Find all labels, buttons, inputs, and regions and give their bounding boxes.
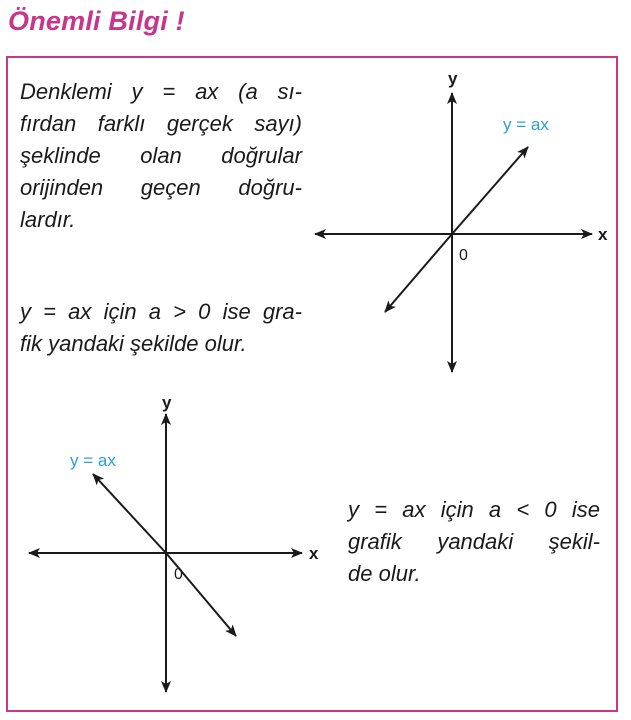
definition-line: orijinden geçen doğru- [20,175,302,200]
positive-slope-line: fik yandaki şekilde olur. [20,331,247,356]
x-axis-label: x [598,225,608,244]
y-axis-label: y [162,393,172,412]
line-equation-label: y = ax [503,115,549,134]
definition-line: lardır. [20,207,76,232]
origin-label: 0 [174,566,183,583]
x-axis-label: x [309,544,319,563]
increasing-line [385,234,452,312]
negative-slope-graph [29,393,319,692]
positive-slope-line: y = ax için a > 0 ise gra- [20,299,302,324]
info-heading: Önemli Bilgi ! [8,6,185,36]
negative-slope-line: de olur. [348,561,421,586]
decreasing-line [93,474,166,553]
negative-slope-line: y = ax için a < 0 ise [348,497,600,522]
increasing-line [452,147,528,234]
origin-label: 0 [459,247,468,264]
y-axis-label: y [448,69,458,88]
positive-slope-graph [315,69,608,372]
definition-line: şeklinde olan doğrular [20,143,302,168]
definition-line: fırdan farklı gerçek sayı) [20,111,302,136]
line-equation-label: y = ax [70,451,116,470]
negative-slope-line: grafik yandaki şekil- [348,529,600,554]
definition-line: Denklemi y = ax (a sı- [20,79,302,104]
